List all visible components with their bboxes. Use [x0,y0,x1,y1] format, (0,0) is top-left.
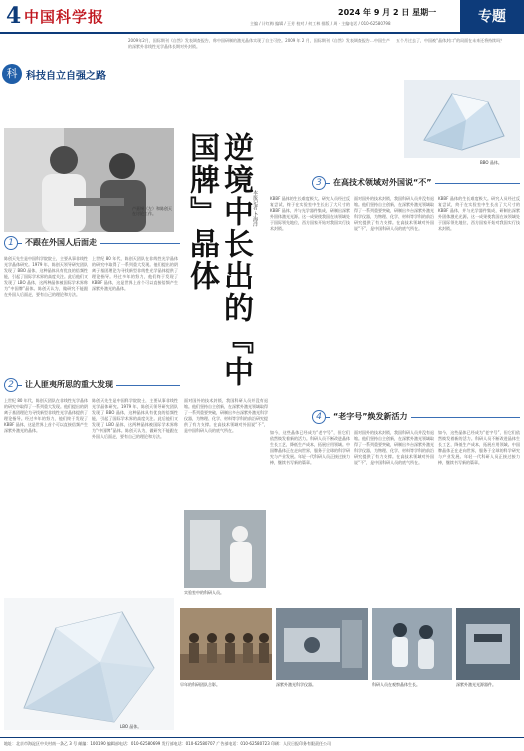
editor-line: 主编 / 计红梅 编辑 / 王芳 校对 / 何工林 排版 / 周 · 主编电话 / 010-62580798 [250,21,391,26]
section-4-text-c: 如今，这些晶体已经成为“老字号”，但它们依然焕发着新的活力。科研人员不断改进晶体生长工艺，降低生产成本，拓展应用领域。中国牌晶体正在走向世界，服务于全球的科学研究与产业发展。年轻一代科研人员正接过接力棒，继续书写新的篇章。 [438,430,520,465]
crystal-top-photo [404,80,520,158]
section-2-text-b: 陈创天先生是中国科学院院士，主要从事非线性光学晶体研究。1979 年，陈创天领导研究团队发现了 BBO 晶体，这种晶体具有优良的倍频性能，引起了国际学术界的高度关注。此后他们又发现了 LBO 晶体，这两种晶体被国际学术界称为“中国牌”晶体。陈创天认为，做研究不能跟在外国人后面走，要有自己的理论和方法。 [92,398,178,439]
crystal-top-art [404,80,520,158]
intro-text: 2009年2月，国际期刊《自然》发表调查报告，称中国研制的激光晶体实现了自主可控。2009 年 2 月，国际期刊《自然》发表调查报告…中国生产的深紫外非线性光学晶体长期对外封锁。 [128,38,390,49]
section-heading-2 [4,378,180,392]
section-tag: 专题 [460,0,524,34]
series-banner [2,60,120,90]
group-photo-art [180,608,272,680]
device-photo-art [456,608,520,680]
researchers-caption: 科研人员在观察晶体生长。 [372,682,420,687]
lab-photo [184,510,266,588]
section-3-text-b: 面对国外的技术封锁，我国科研人员并没有退缩。他们坚持自主创新，在深紫外激光领域取得了一系列重要突破，研制出多台深紫外激光科学仪器，为物理、化学、材料等学科的前沿研究提供了有力支撑。在高技术领域对外国说“不”，是中国科研人员的底气所在。 [354,196,434,231]
device-caption: 深紫外激光光源器件。 [456,682,496,687]
main-headline-text: 逆境中长出的『中国牌』晶体 [184,132,253,388]
portrait-photo [4,128,174,232]
lab-photo-art [184,510,266,588]
researchers-photo-art [372,608,452,680]
section-number: 4 [312,410,326,424]
page-footer [0,737,524,751]
group-photo [180,608,272,680]
page-number: 4 [6,3,22,29]
section-number: 3 [312,176,326,190]
section-title: 在高技术领域对外国说“不” [330,177,435,188]
section-heading-1 [4,236,180,250]
section-4-text-a: 如今，这些晶体已经成为“老字号”，但它们依然焕发着新的活力。科研人员不断改进晶体生长工艺，降低生产成本，拓展应用领域。中国牌晶体正在走向世界，服务于全球的科学研究与产业发展。年轻一代科研人员正接过接力棒，继续书写新的篇章。 [270,430,350,465]
section-1-text-b: 上世纪 80 年代，陈创天团队在非线性光学晶体的研究中取得了一系列重大发现。他们提出的阴离子基团理论为寻找新型非线性光学晶体提供了理论指导。经过多年的努力，他们终于发现了 KBBF 晶体，这是世界上首个可以直接倍频产生深紫外激光的晶体。 [92,256,178,291]
crystal-bottom-art [4,598,174,730]
section-3-text-a: KBBF 晶体的生长难度极大。研究人员经过反复尝试，终于在实验室中生长出了大尺寸的 KBBF 晶体，并与光学器件集成，研制出深紫外固体激光光源。这一成果使我国在该领域处于国际领先地位，西方国家开始对我国实行技术封锁。 [270,196,350,231]
masthead [0,0,524,34]
group-caption: 早年的科研团队合影。 [180,682,220,687]
series-title: 科技自立自强之路 [26,71,106,82]
section-number: 2 [4,378,18,392]
intro-text-right: 五个月过去了，中国被“晶体封口”的局面在未来还将持续吗？ [396,38,505,43]
byline: 本报记者 卜海洋 [252,190,258,227]
section-number: 1 [4,236,18,250]
crystal-bottom-caption: LBO 晶体。 [120,724,142,729]
main-headline [184,132,253,392]
section-title: 不跟在外国人后面走 [22,237,100,248]
issue-date: 2024 年 9 月 2 日 星期一 [338,8,437,17]
section-3-text-c: KBBF 晶体的生长难度极大。研究人员经过反复尝试，终于在实验室中生长出了大尺寸的 KBBF 晶体，并与光学器件集成，研制出深紫外固体激光光源。这一成果使我国在该领域处于国际领先地位，西方国家开始对我国实行技术封锁。 [438,196,520,231]
section-4-text-b: 面对国外的技术封锁，我国科研人员并没有退缩。他们坚持自主创新，在深紫外激光领域取得了一系列重要突破，研制出多台深紫外激光科学仪器，为物理、化学、材料等学科的前沿研究提供了有力支撑。在高技术领域对外国说“不”，是中国科研人员的底气所在。 [354,430,434,465]
section-1-text-a: 陈创天先生是中国科学院院士，主要从事非线性光学晶体研究。1979 年，陈创天领导研究团队发现了 BBO 晶体，这种晶体具有优良的倍频性能，引起了国际学术界的高度关注。此后他们又发现了 LBO 晶体，这两种晶体被国际学术界称为“中国牌”晶体。陈创天认为，做研究不能跟在外国人后面走，要有自己的理论和方法。 [4,256,88,297]
researchers-photo [372,608,452,680]
portrait-caption: 卢嘉锡（左）和陈创天在讨论工作。 [132,206,172,216]
paper-name: 中国科学报 [24,8,105,26]
section-heading-4 [312,410,520,424]
lab-caption: 实验室中的科研人员。 [184,590,224,595]
section-title: “老字号”焕发新活力 [330,411,411,422]
device-photo [456,608,520,680]
section-title: 让人匪夷所思的重大发现 [22,379,116,390]
section-heading-3 [312,176,520,190]
crystal-top-caption: BBO 晶体。 [480,160,502,165]
crystal-bottom-photo [4,598,174,730]
section-2-text-a: 上世纪 80 年代，陈创天团队在非线性光学晶体的研究中取得了一系列重大发现。他们提出的阴离子基团理论为寻找新型非线性光学晶体提供了理论指导。经过多年的努力，他们终于发现了 KBBF 晶体，这是世界上首个可以直接倍频产生深紫外激光的晶体。 [4,398,88,433]
instrument-photo-art [276,608,368,680]
instrument-caption: 深紫外激光科学仪器。 [276,682,316,687]
footer-text: 地址：北京市海淀区中关村南一条乙 3 号 邮编：100190 编辑部电话：010-62580699 发行部电话：010-62580707 广告部电话：010-62580723 印刷：人民日报印务有限责任公司 [4,741,332,746]
instrument-photo [276,608,368,680]
section-2-text-c: 面对国外的技术封锁，我国科研人员并没有退缩。他们坚持自主创新，在深紫外激光领域取得了一系列重要突破，研制出多台深紫外激光科学仪器，为物理、化学、材料等学科的前沿研究提供了有力支撑。在高技术领域对外国说“不”，是中国科研人员的底气所在。 [184,398,268,433]
portrait-photo-art [4,128,174,232]
series-logo-icon: 科 [2,64,22,84]
